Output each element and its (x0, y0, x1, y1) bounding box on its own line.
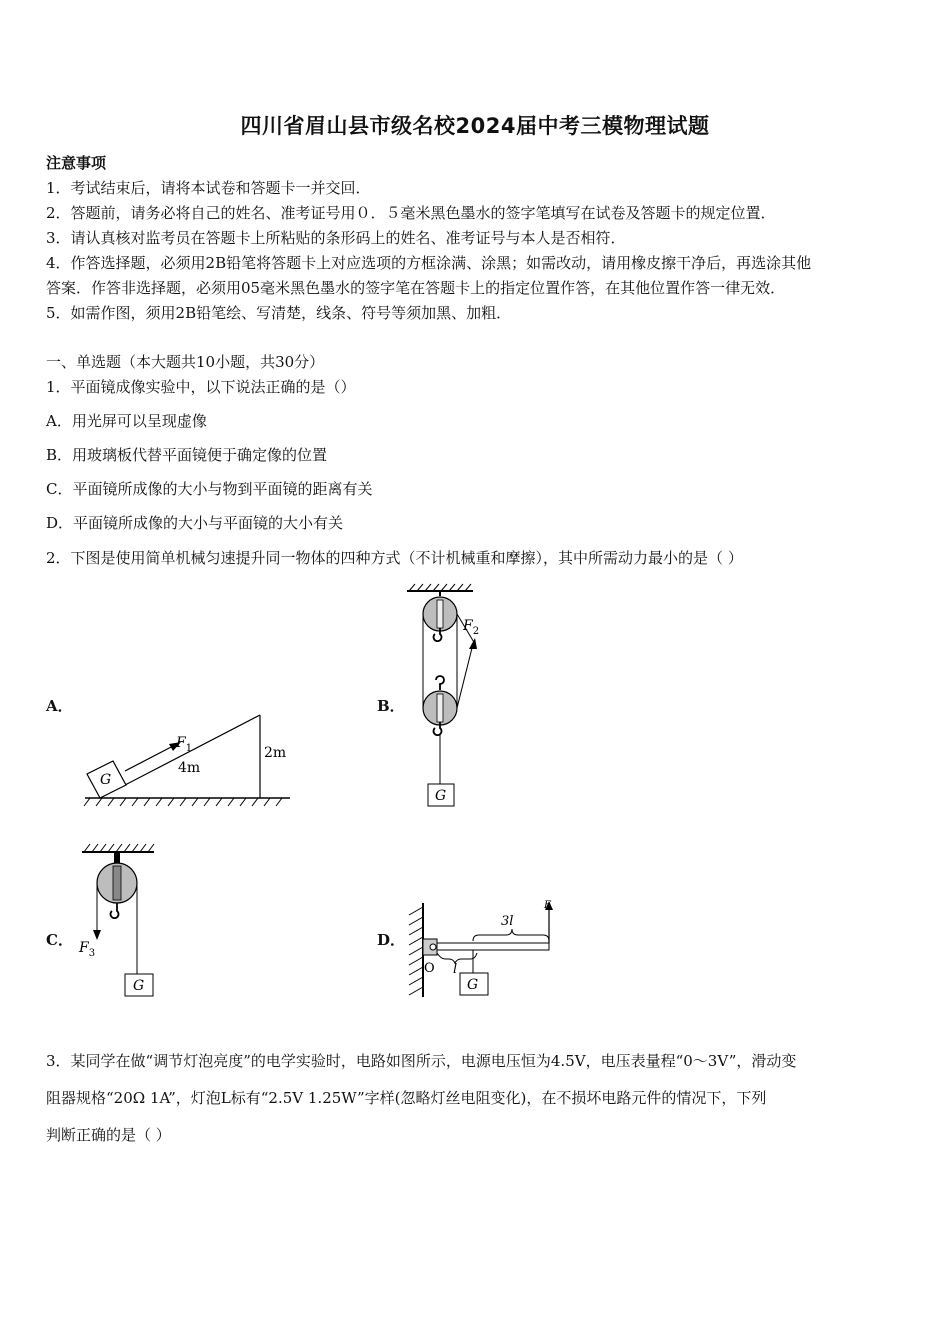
question-1-option-b: B．用玻璃板代替平面镜便于确定像的位置 (46, 446, 328, 464)
figure-d-pivot-label: O (424, 961, 435, 976)
figure-a-force-sub: 1 (185, 743, 193, 754)
notice-item: 答案．作答非选择题，必须用05毫米黑色墨水的签字笔在答题卡上的指定位置作答，在其他位置作答一律无效． (46, 279, 786, 297)
question-1-stem: 1．平面镜成像实验中，以下说法正确的是（） (46, 378, 356, 396)
figure-a-incline (80, 705, 300, 810)
figure-c-force-sub: 3 (88, 948, 96, 959)
notice-item: 5．如需作图，须用2B铅笔绘、写清楚，线条、符号等须加黑、加粗． (46, 304, 512, 322)
question-3-line: 3．某同学在做“调节灯泡亮度”的电学实验时，电路如图所示，电源电压恒为4.5V，电压表量程“0～3V”，滑动变 (46, 1052, 797, 1070)
figure-d-short-arm-label: l (453, 962, 458, 977)
section-heading: 一、单选题（本大题共10小题，共30分） (46, 353, 325, 371)
question-1-option-c: C．平面镜所成像的大小与物到平面镜的距离有关 (46, 480, 373, 498)
question-1-option-a: A．用光屏可以呈现虚像 (46, 412, 207, 430)
figure-d-weight-label: G (467, 977, 479, 993)
figure-a-height: 2m (264, 745, 287, 761)
figure-c-force-label: F (79, 940, 89, 956)
figure-b-force-sub: 2 (472, 626, 480, 637)
svg-text:F2 (462, 618, 479, 637)
question-2-label-a: A． (46, 697, 73, 715)
page-title: 四川省眉山县市级名校2024届中考三模物理试题 (240, 114, 710, 138)
figure-b-weight-label: G (435, 788, 447, 804)
figure-a-force-label: F (176, 735, 186, 751)
question-2-label-b: B． (377, 697, 405, 715)
figure-d-lever (403, 895, 568, 1005)
figure-c-fixed-pulley (74, 838, 174, 1003)
figure-d-long-arm-label: 3l (501, 914, 514, 929)
question-3-line: 判断正确的是（ ） (46, 1126, 171, 1144)
figure-d-force-label: F (544, 900, 551, 911)
figure-b-force-label: F (463, 618, 473, 634)
notice-item: 2．答题前，请务必将自己的姓名、准考证号用０．５毫米黑色墨水的签字笔填写在试卷及答题卡的规定位置． (46, 204, 776, 222)
notice-item: 3．请认真核对监考员在答题卡上所粘贴的条形码上的姓名、准考证号与本人是否相符． (46, 229, 626, 247)
notice-item: 4．作答选择题，必须用2B铅笔将答题卡上对应选项的方框涂满、涂黑；如需改动，请用橡皮擦干净后，再选涂其他 (46, 254, 812, 272)
question-1-option-d: D．平面镜所成像的大小与平面镜的大小有关 (46, 514, 344, 532)
figure-b-pulley-block (395, 582, 505, 814)
question-2-label-c: C． (46, 931, 73, 949)
question-2-stem: 2．下图是使用简单机械匀速提升同一物体的四种方式（不计机械重和摩擦），其中所需动力最小的是（ ） (46, 549, 743, 567)
figure-a-weight-label: G (100, 772, 112, 788)
notice-item: 1．考试结束后，请将本试卷和答题卡一并交回． (46, 179, 371, 197)
figure-c-weight-label: G (133, 978, 145, 994)
question-2-label-d: D． (377, 931, 406, 949)
svg-text:F1 (175, 735, 192, 754)
notice-heading: 注意事项 (46, 154, 107, 172)
question-3-line: 阻器规格“20Ω 1A”，灯泡L标有“2.5V 1.25W”字样(忽略灯丝电阻变化)，在不损坏电路元件的情况下，下列 (46, 1089, 767, 1107)
figure-a-slope-length: 4m (178, 760, 201, 776)
svg-text:F3 (78, 940, 95, 959)
